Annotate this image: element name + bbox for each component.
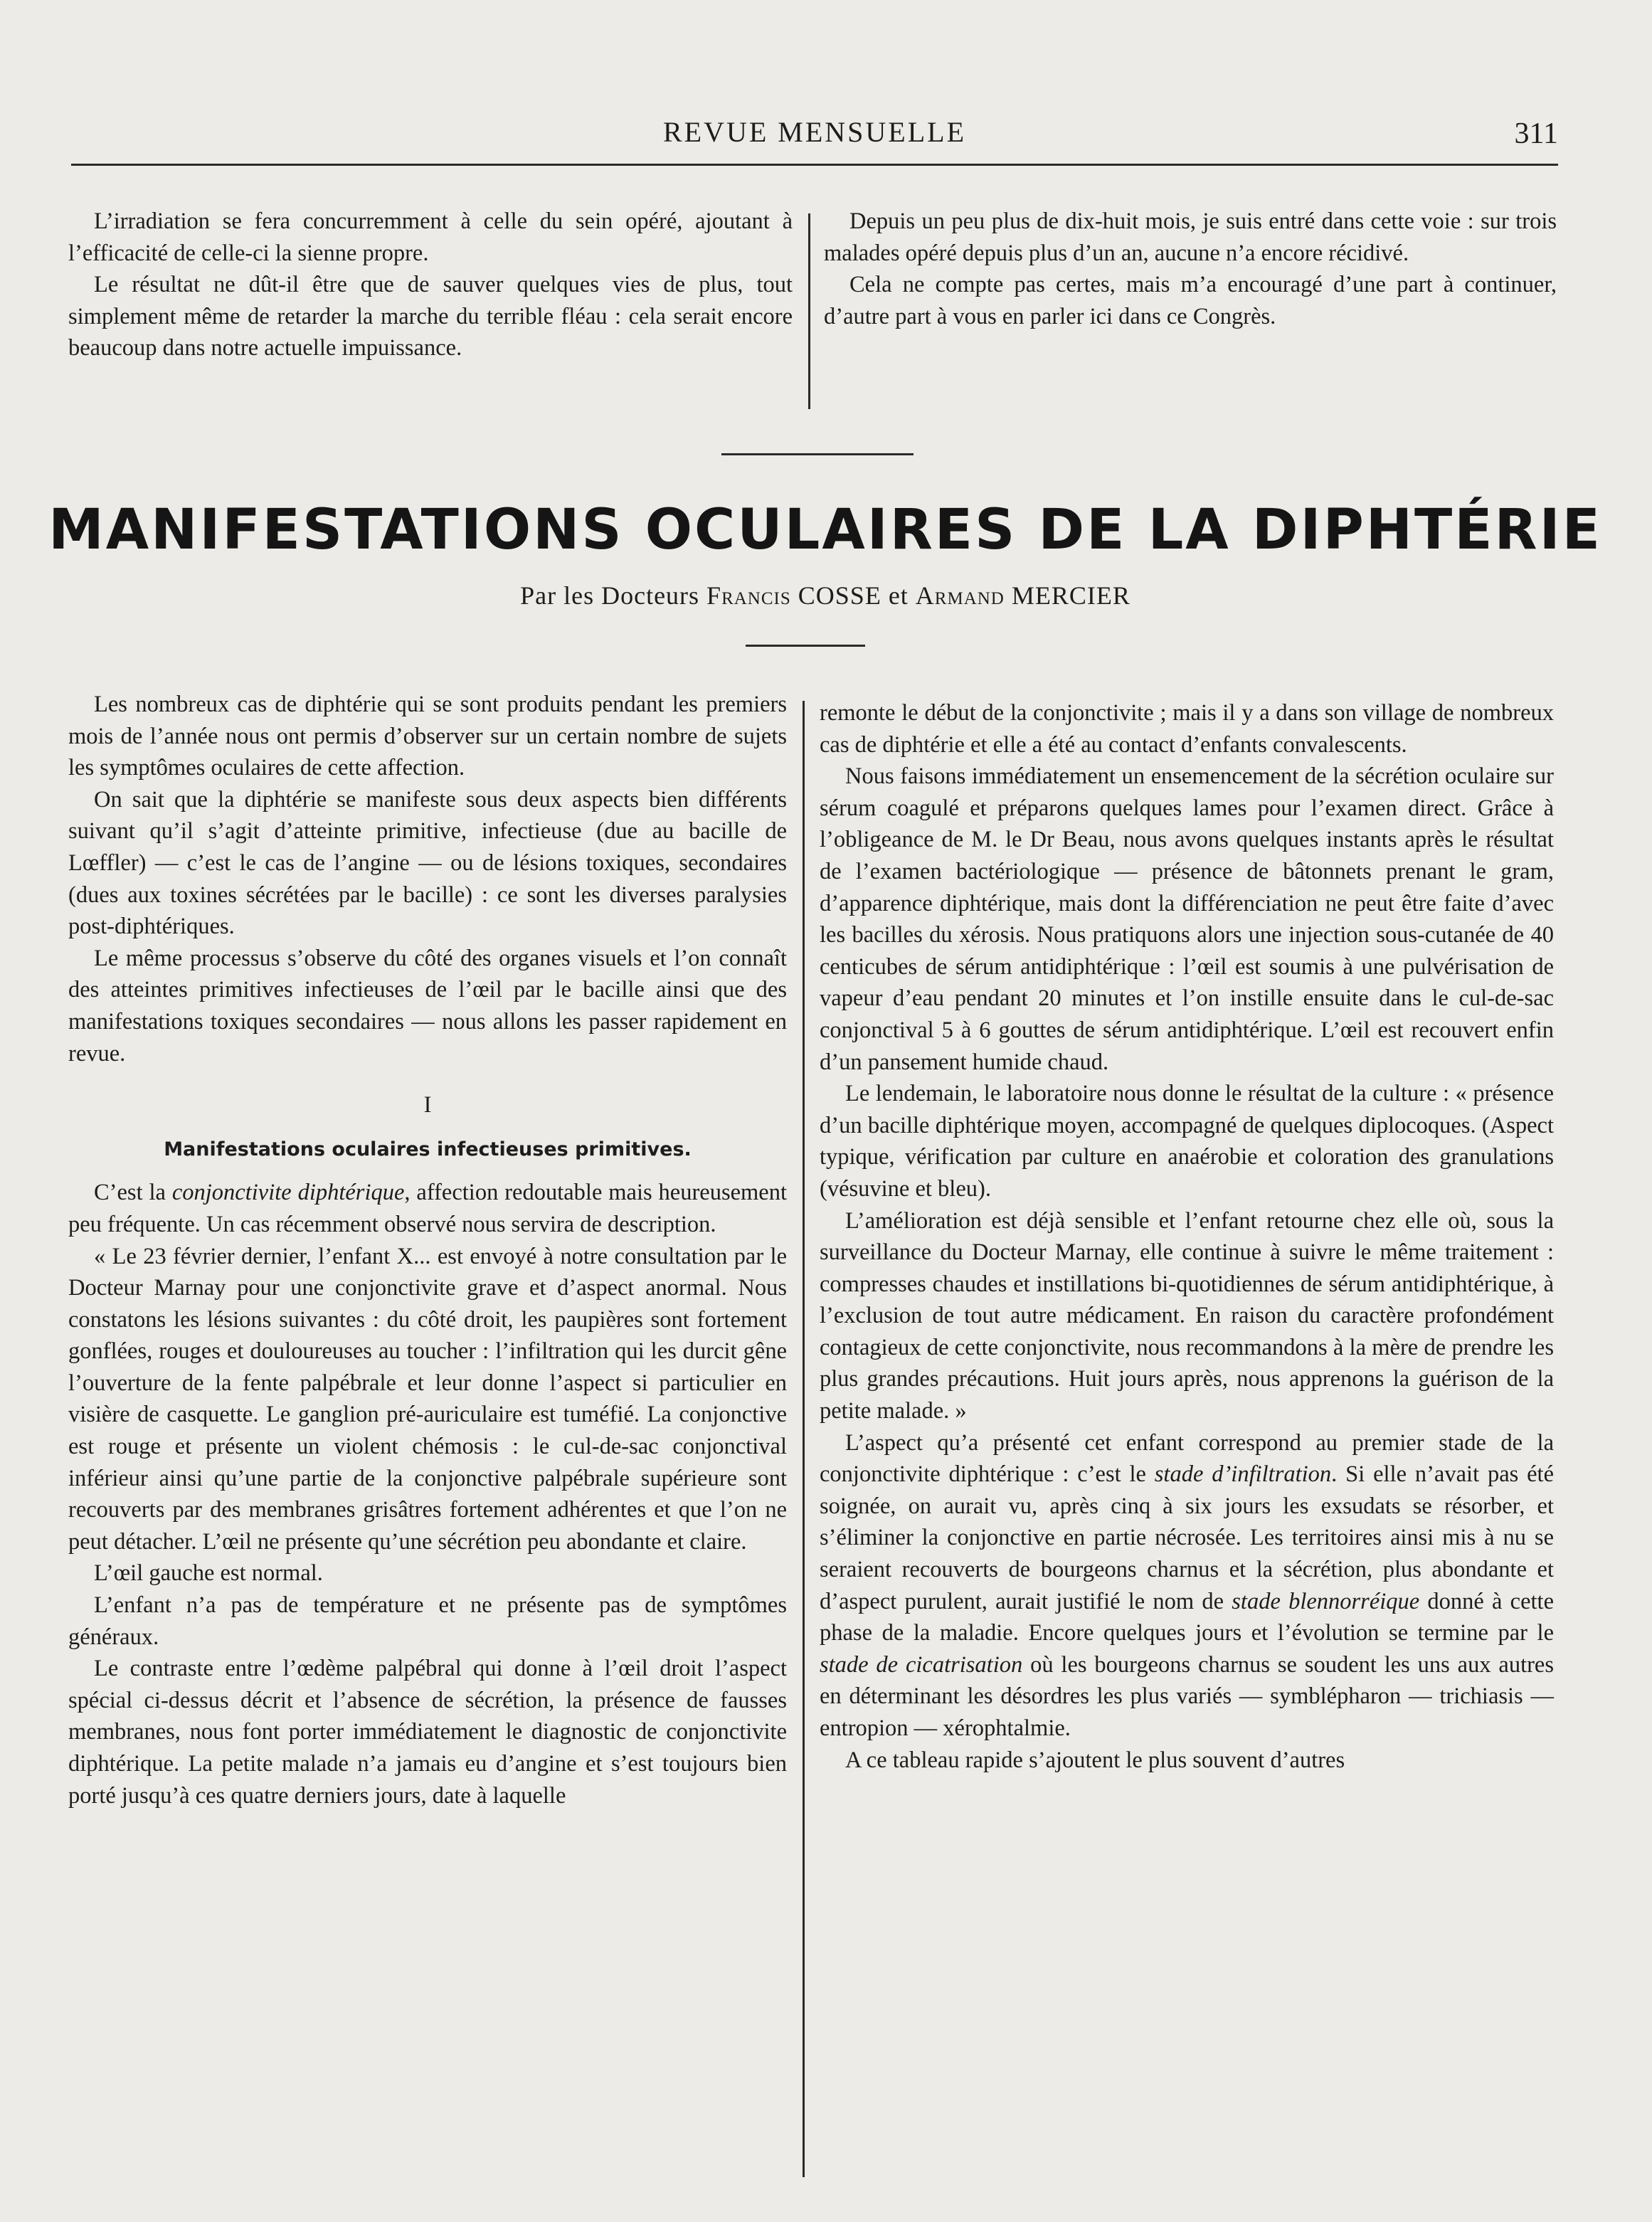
paragraph: remonte le début de la conjonctivite ; mais il y a dans son village de nombreux cas de diphtérie et elle a été au contact d’enfants convalescents. — [820, 700, 1554, 758]
emphasis: stade d’infiltration — [1154, 1461, 1332, 1488]
author2-last-name: MERCIER — [1011, 581, 1131, 610]
paragraph: L’irradiation se fera concurremment à celle du sein opéré, ajoutant à l’efficacité de celle-ci la sienne propre. — [68, 208, 793, 266]
emphasis: conjonctivite diphtérique — [171, 1180, 405, 1206]
author2-first-name: Armand — [915, 581, 1005, 610]
paragraph: A ce tableau rapide s’ajoutent le plus souvent d’autres — [845, 1747, 1345, 1773]
main-right-column — [820, 697, 1554, 1776]
paragraph: Cela ne compte pas certes, mais m’a encouragé d’une part à continuer, d’autre part à vous en parler ici dans ce Congrès. — [824, 272, 1557, 329]
top-left-column — [68, 206, 793, 364]
page-number: 311 — [1514, 117, 1558, 150]
paragraph: L’aspect qu’a présenté cet enfant correspond au premier stade de la conjonctivite diphtérique : c’est le stade d’infiltration. Si elle n’avait pas été soignée, on aurait vu, après cinq à six jours les exsudats se résorber, et s’éliminer la conjonctive en partie nécrosée. Les territoires ainsi mis à nu se seraient recouverts de bourgeons charnus et la sécrétion, plus abondante et d’aspect purulent, aurait justifié le nom de stade blennorréique donné à cette phase de la maladie. Encore quelques jours et l’évolution se termine par le stade de cicatrisation où les bourgeons charnus se soudent les uns aux autres en déterminant les désordres les plus variés — symblépharon — trichiasis — entropion — xérophtalmie. — [820, 1429, 1555, 1741]
byline-and: et — [888, 581, 909, 610]
paragraph: « Le 23 février dernier, l’enfant X... est envoyé à notre consultation par le Docteur Marnay pour une conjonctivite grave et d’aspect anormal. Nous constatons les lésions suivantes : du côté droit, les paupières sont fortement gonflées, rouges et douloureuses au toucher : l’infiltration qui les durcit gêne l’ouverture de la fente palpébrale et leur donne l’aspect si particulier en visière de casquette. Le ganglion pré-auriculaire est tuméfié. La conjonctive est rouge et présente un violent chémosis : le cul-de-sac conjonctival inférieur ainsi qu’une partie de la conjonctive palpébrale supérieure sont recouverts par des membranes grisâtres fortement adhérentes et que l’on ne peut détacher. L’œil ne présente qu’une sécrétion peu abondante et claire. — [68, 1243, 787, 1555]
byline — [71, 581, 1579, 610]
author1-first-name: Francis — [706, 581, 791, 610]
top-right-column — [824, 206, 1557, 332]
paragraph: C’est la conjonctivite diphtérique, affection redoutable mais heureusement peu fréquente. Un cas récemment observé nous servira de description. — [68, 1180, 788, 1237]
article-title: MANIFESTATIONS OCULAIRES DE LA DIPHTÉRIE — [48, 498, 1602, 562]
running-title: REVUE MENSUELLE — [662, 116, 967, 148]
main-left-column — [68, 689, 787, 1811]
paragraph: On sait que la diphtérie se manifeste sous deux aspects bien différents suivant qu’il s’agit d’atteinte primitive, infectieuse (due au bacille de Lœffler) — c’est le cas de l’angine — ou de lésions toxiques, secondaires (dues aux toxines sécrétées par le bacille) : ce sont les diverses paralysies post-diphtériques. — [68, 786, 787, 940]
author1-last-name: COSSE — [798, 581, 881, 610]
paragraph: Le même processus s’observe du côté des organes visuels et l’on connaît des atteintes primitives infectieuses de l’œil par le bacille ainsi que des manifestations toxiques secondaires — nous allons les passer rapidement en revue. — [68, 945, 787, 1067]
paragraph: Les nombreux cas de diphtérie qui se sont produits pendant les premiers mois de l’année nous ont permis d’observer sur un certain nombre de sujets les symptômes oculaires de cette affection. — [68, 692, 787, 781]
section-title: Manifestations oculaires infectieuses primitives. — [164, 1138, 692, 1160]
paragraph: Le lendemain, le laboratoire nous donne le résultat de la culture : « présence d’un bacille diphtérique moyen, accompagné de quelques diplocoques. (Aspect typique, vérification par culture en anaérobie et coloration des granulations (vésuvine et bleu). — [820, 1081, 1554, 1202]
running-header — [71, 107, 1558, 166]
section-separator — [721, 453, 914, 455]
emphasis: stade blennorréique — [1232, 1588, 1420, 1614]
byline-separator — [746, 645, 865, 647]
paragraph: L’amélioration est déjà sensible et l’enfant retourne chez elle où, sous la surveillance du Docteur Marnay, elle continue à suivre le même traitement : compresses chaudes et instillations bi-quotidiennes de sérum antidiphtérique, à l’exclusion de tout autre médicament. En raison du caractère profondément contagieux de cette conjonctivite, nous recommandons à la mère de prendre les plus grandes précautions. Huit jours après, nous apprenons la guérison de la petite malade. » — [820, 1207, 1554, 1424]
paragraph: Le contraste entre l’œdème palpébral qui donne à l’œil droit l’aspect spécial ci-dessus décrit et l’absence de sécrétion, la présence de fausses membranes, nous font porter immédiatement le diagnostic de conjonctivite diphtérique. La petite malade n’a jamais eu d’angine et s’est toujours bien porté jusqu’à ces quatre derniers jours, date à laquelle — [68, 1656, 787, 1809]
paragraph: L’enfant n’a pas de température et ne présente pas de symptômes généraux. — [68, 1592, 787, 1650]
byline-prefix: Par les Docteurs — [520, 581, 700, 610]
paragraph: Nous faisons immédiatement un ensemencement de la sécrétion oculaire sur sérum coagulé et préparons quelques lames pour l’examen direct. Grâce à l’obligeance de M. le Dr Beau, nous avons quelques instants après le résultat de l’examen bactériologique — présence de bâtonnets prenant le gram, d’apparence diphtérique, mais dont la différenciation ne peut être faite d’avec les bacilles du xérosis. Nous pratiquons alors une injection sous-cutanée de 40 centicubes de sérum antidiphtérique : l’œil est soumis à une pulvérisation de vapeur d’eau pendant 20 minutes et l’on instille ensuite dans le cul-de-sac conjonctival 5 à 6 gouttes de sérum antidiphtérique. L’œil est recouvert enfin d’un pansement humide chaud. — [820, 763, 1554, 1075]
paragraph: Le résultat ne dût-il être que de sauver quelques vies de plus, tout simplement même de retarder la marche du terrible fléau : cela serait encore beaucoup dans notre actuelle impuissance. — [68, 272, 793, 361]
column-divider — [803, 701, 805, 2177]
emphasis: stade de cicatrisation — [820, 1651, 1023, 1678]
paragraph: L’œil gauche est normal. — [94, 1560, 323, 1587]
paragraph: Depuis un peu plus de dix-huit mois, je suis entré dans cette voie : sur trois malades opéré depuis plus d’un an, aucune n’a encore récidivé. — [824, 208, 1557, 266]
column-divider — [808, 213, 810, 409]
section-number: I — [423, 1092, 432, 1118]
